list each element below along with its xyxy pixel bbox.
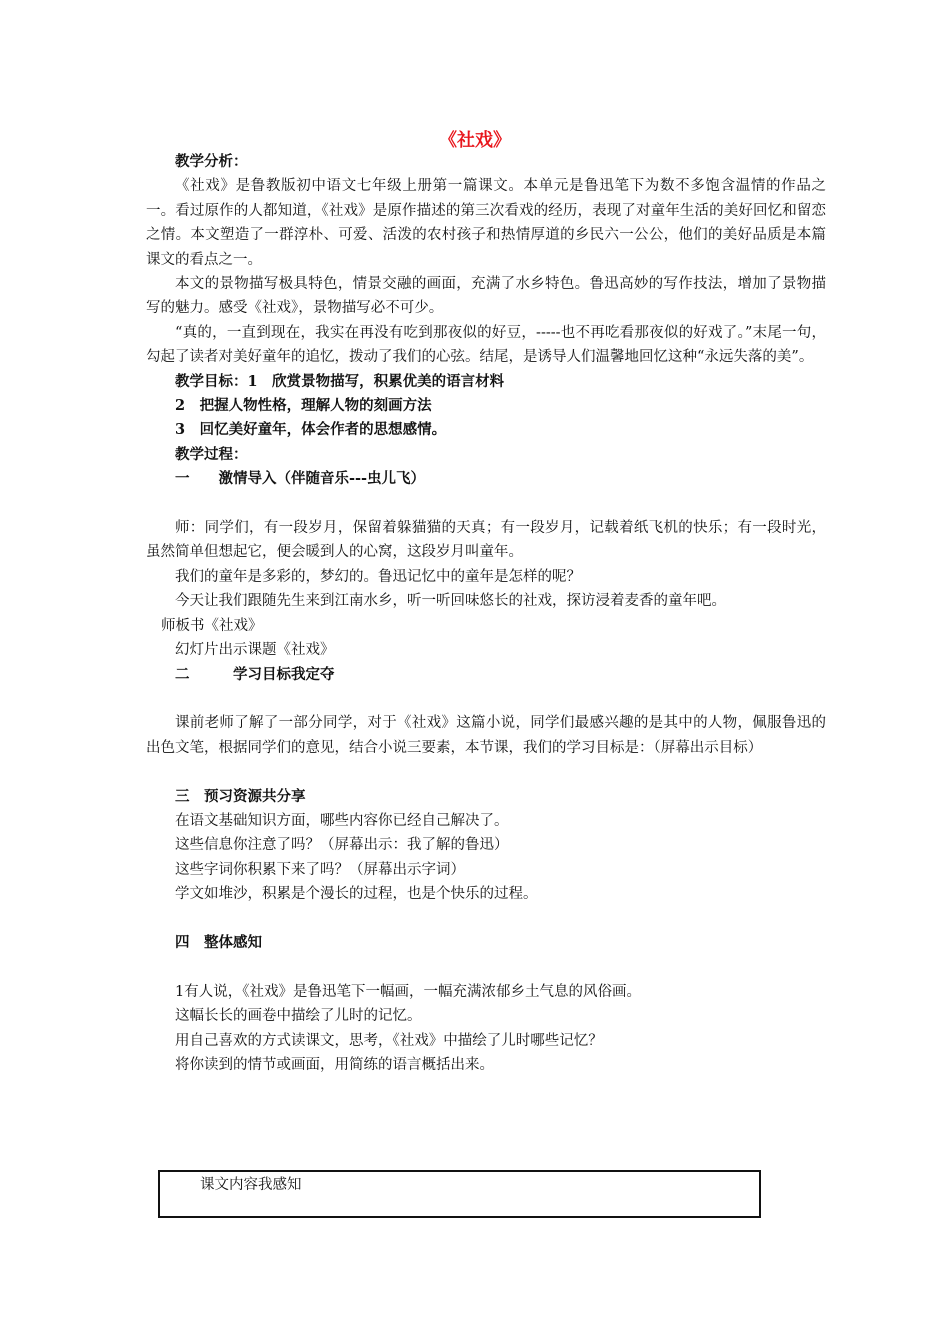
goal-3: 3 回忆美好童年，体会作者的思想感情。 xyxy=(175,421,447,439)
section-3-paragraph-1: 在语文基础知识方面，哪些内容你已经自己解决了。 xyxy=(175,812,509,829)
spacer xyxy=(146,687,826,711)
section-4-paragraph-1: 1有人说，《社戏》是鲁迅笔下一幅画，一幅充满浓郁乡土气息的风俗画。 xyxy=(175,983,641,1000)
spacer xyxy=(146,760,826,784)
spacer xyxy=(146,907,826,931)
section-4-paragraph-3: 用自己喜欢的方式读课文，思考，《社戏》中描绘了儿时哪些记忆？ xyxy=(175,1032,603,1049)
goal-1: 教学目标：1 欣赏景物描写，积累优美的语言材料 xyxy=(175,372,505,390)
analysis-paragraph-1: 《社戏》是鲁教版初中语文七年级上册第一篇课文。本单元是鲁迅笔下为数不多饱含温情的作品之一。看过原作的人都知道，《社戏》是原作描述的第三次看戏的经历，表现了对童年生活的美好回忆和留恋之情。本文塑造了一群淳朴、可爱、活泼的农村孩子和热情厚道的乡民六一公公，他们的美好品质是本篇课文的看点之一。 xyxy=(146,178,826,268)
section-1-paragraph-5: 幻灯片出示课题《社戏》 xyxy=(175,642,335,659)
section-1-heading: 一 激情导入（伴随音乐---虫儿飞） xyxy=(175,470,426,488)
section-4-paragraph-4: 将你读到的情节或画面，用简练的语言概括出来。 xyxy=(175,1056,494,1073)
process-heading: 教学过程： xyxy=(175,445,248,463)
analysis-paragraph-3: “真的，一直到现在，我实在再没有吃到那夜似的好豆，-----也不再吃看那夜似的好戏了。”末尾一句，勾起了读者对美好童年的追忆，拨动了我们的心弦。结尾，是诱导人们温馨地回忆这种“永远失落的美”。 xyxy=(146,324,826,366)
section-3-heading: 三 预习资源共分享 xyxy=(175,787,306,805)
goal-2: 2 把握人物性格，理解人物的刻画方法 xyxy=(175,397,432,415)
content-summary-label: 课文内容我感知 xyxy=(200,1177,302,1193)
section-4-paragraph-2: 这幅长长的画卷中描绘了儿时的记忆。 xyxy=(175,1008,422,1025)
analysis-heading: 教学分析： xyxy=(175,153,248,170)
document-body xyxy=(146,150,826,1077)
content-summary-box xyxy=(158,1170,761,1218)
section-2-heading: 二 学习目标我定夺 xyxy=(175,665,335,683)
document-title: 《社戏》 xyxy=(439,130,511,151)
section-1-paragraph-1: 师：同学们，有一段岁月，保留着躲猫猫的天真；有一段岁月，记载着纸飞机的快乐；有一段时光，虽然简单但想起它，便会暖到人的心窝，这段岁月叫童年。 xyxy=(146,520,826,561)
section-1-paragraph-2: 我们的童年是多彩的，梦幻的。鲁迅记忆中的童年是怎样的呢？ xyxy=(175,568,581,585)
section-1-paragraph-3: 今天让我们跟随先生来到江南水乡，听一听回味悠长的社戏，探访浸着麦香的童年吧。 xyxy=(175,593,726,610)
section-2-paragraph-1: 课前老师了解了一部分同学，对于《社戏》这篇小说，同学们最感兴趣的是其中的人物，佩服鲁迅的出色文笔，根据同学们的意见，结合小说三要素，本节课，我们的学习目标是：（屏幕出示目标） xyxy=(146,715,826,756)
spacer xyxy=(146,492,826,516)
section-4-heading: 四 整体感知 xyxy=(175,933,262,951)
section-3-paragraph-3: 这些字词你积累下来了吗？（屏幕出示字词） xyxy=(175,861,465,878)
analysis-paragraph-2: 本文的景物描写极具特色，情景交融的画面，充满了水乡特色。鲁迅高妙的写作技法，增加了景物描写的魅力。感受《社戏》，景物描写必不可少。 xyxy=(146,276,826,317)
section-1-paragraph-4: 师板书《社戏》 xyxy=(161,617,263,634)
section-3-paragraph-4: 学文如堆沙，积累是个漫长的过程，也是个快乐的过程。 xyxy=(175,886,538,903)
section-3-paragraph-2: 这些信息你注意了吗？（屏幕出示：我了解的鲁迅） xyxy=(175,837,509,854)
spacer xyxy=(146,955,826,979)
